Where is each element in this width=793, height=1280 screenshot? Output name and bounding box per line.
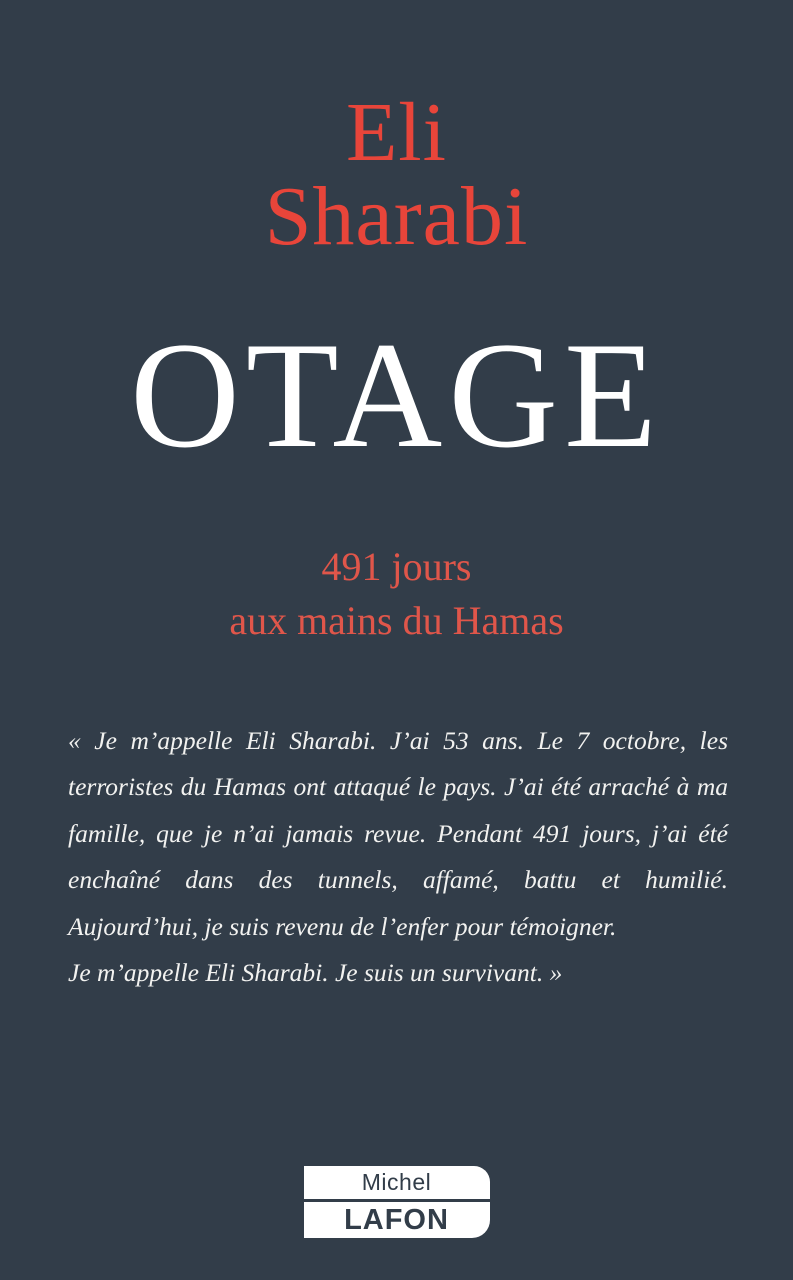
author-last-name: Sharabi [264, 170, 529, 264]
publisher-name-bottom: LAFON [304, 1202, 490, 1238]
author-first-name: Eli [346, 86, 447, 179]
cover-quote [68, 718, 728, 996]
author-name [0, 86, 793, 264]
quote-paragraph: « Je m’appelle Eli Sharabi. J’ai 53 ans. Le 7 octobre, les terroristes du Hamas ont attaqué le pays. J’ai été arraché à ma famille, que je n’ai jamais revue. Pendant 491 jours, j’ai été enchaîné dans des tunnels, affamé, battu et humilié. Aujourd’hui, je suis revenu de l’enfer pour témoigner. [68, 726, 728, 941]
quote-last-line: Je m’appelle Eli Sharabi. Je suis un survivant. » [68, 958, 563, 988]
book-title: OTAGE [130, 311, 663, 479]
publisher-logo-shape [304, 1166, 490, 1238]
publisher-name-top: Michel [304, 1166, 490, 1199]
book-subtitle [0, 540, 793, 648]
publisher-logo [304, 1166, 490, 1238]
subtitle-line-2: aux mains du Hamas [229, 598, 564, 643]
subtitle-line-1: 491 jours [321, 544, 472, 589]
